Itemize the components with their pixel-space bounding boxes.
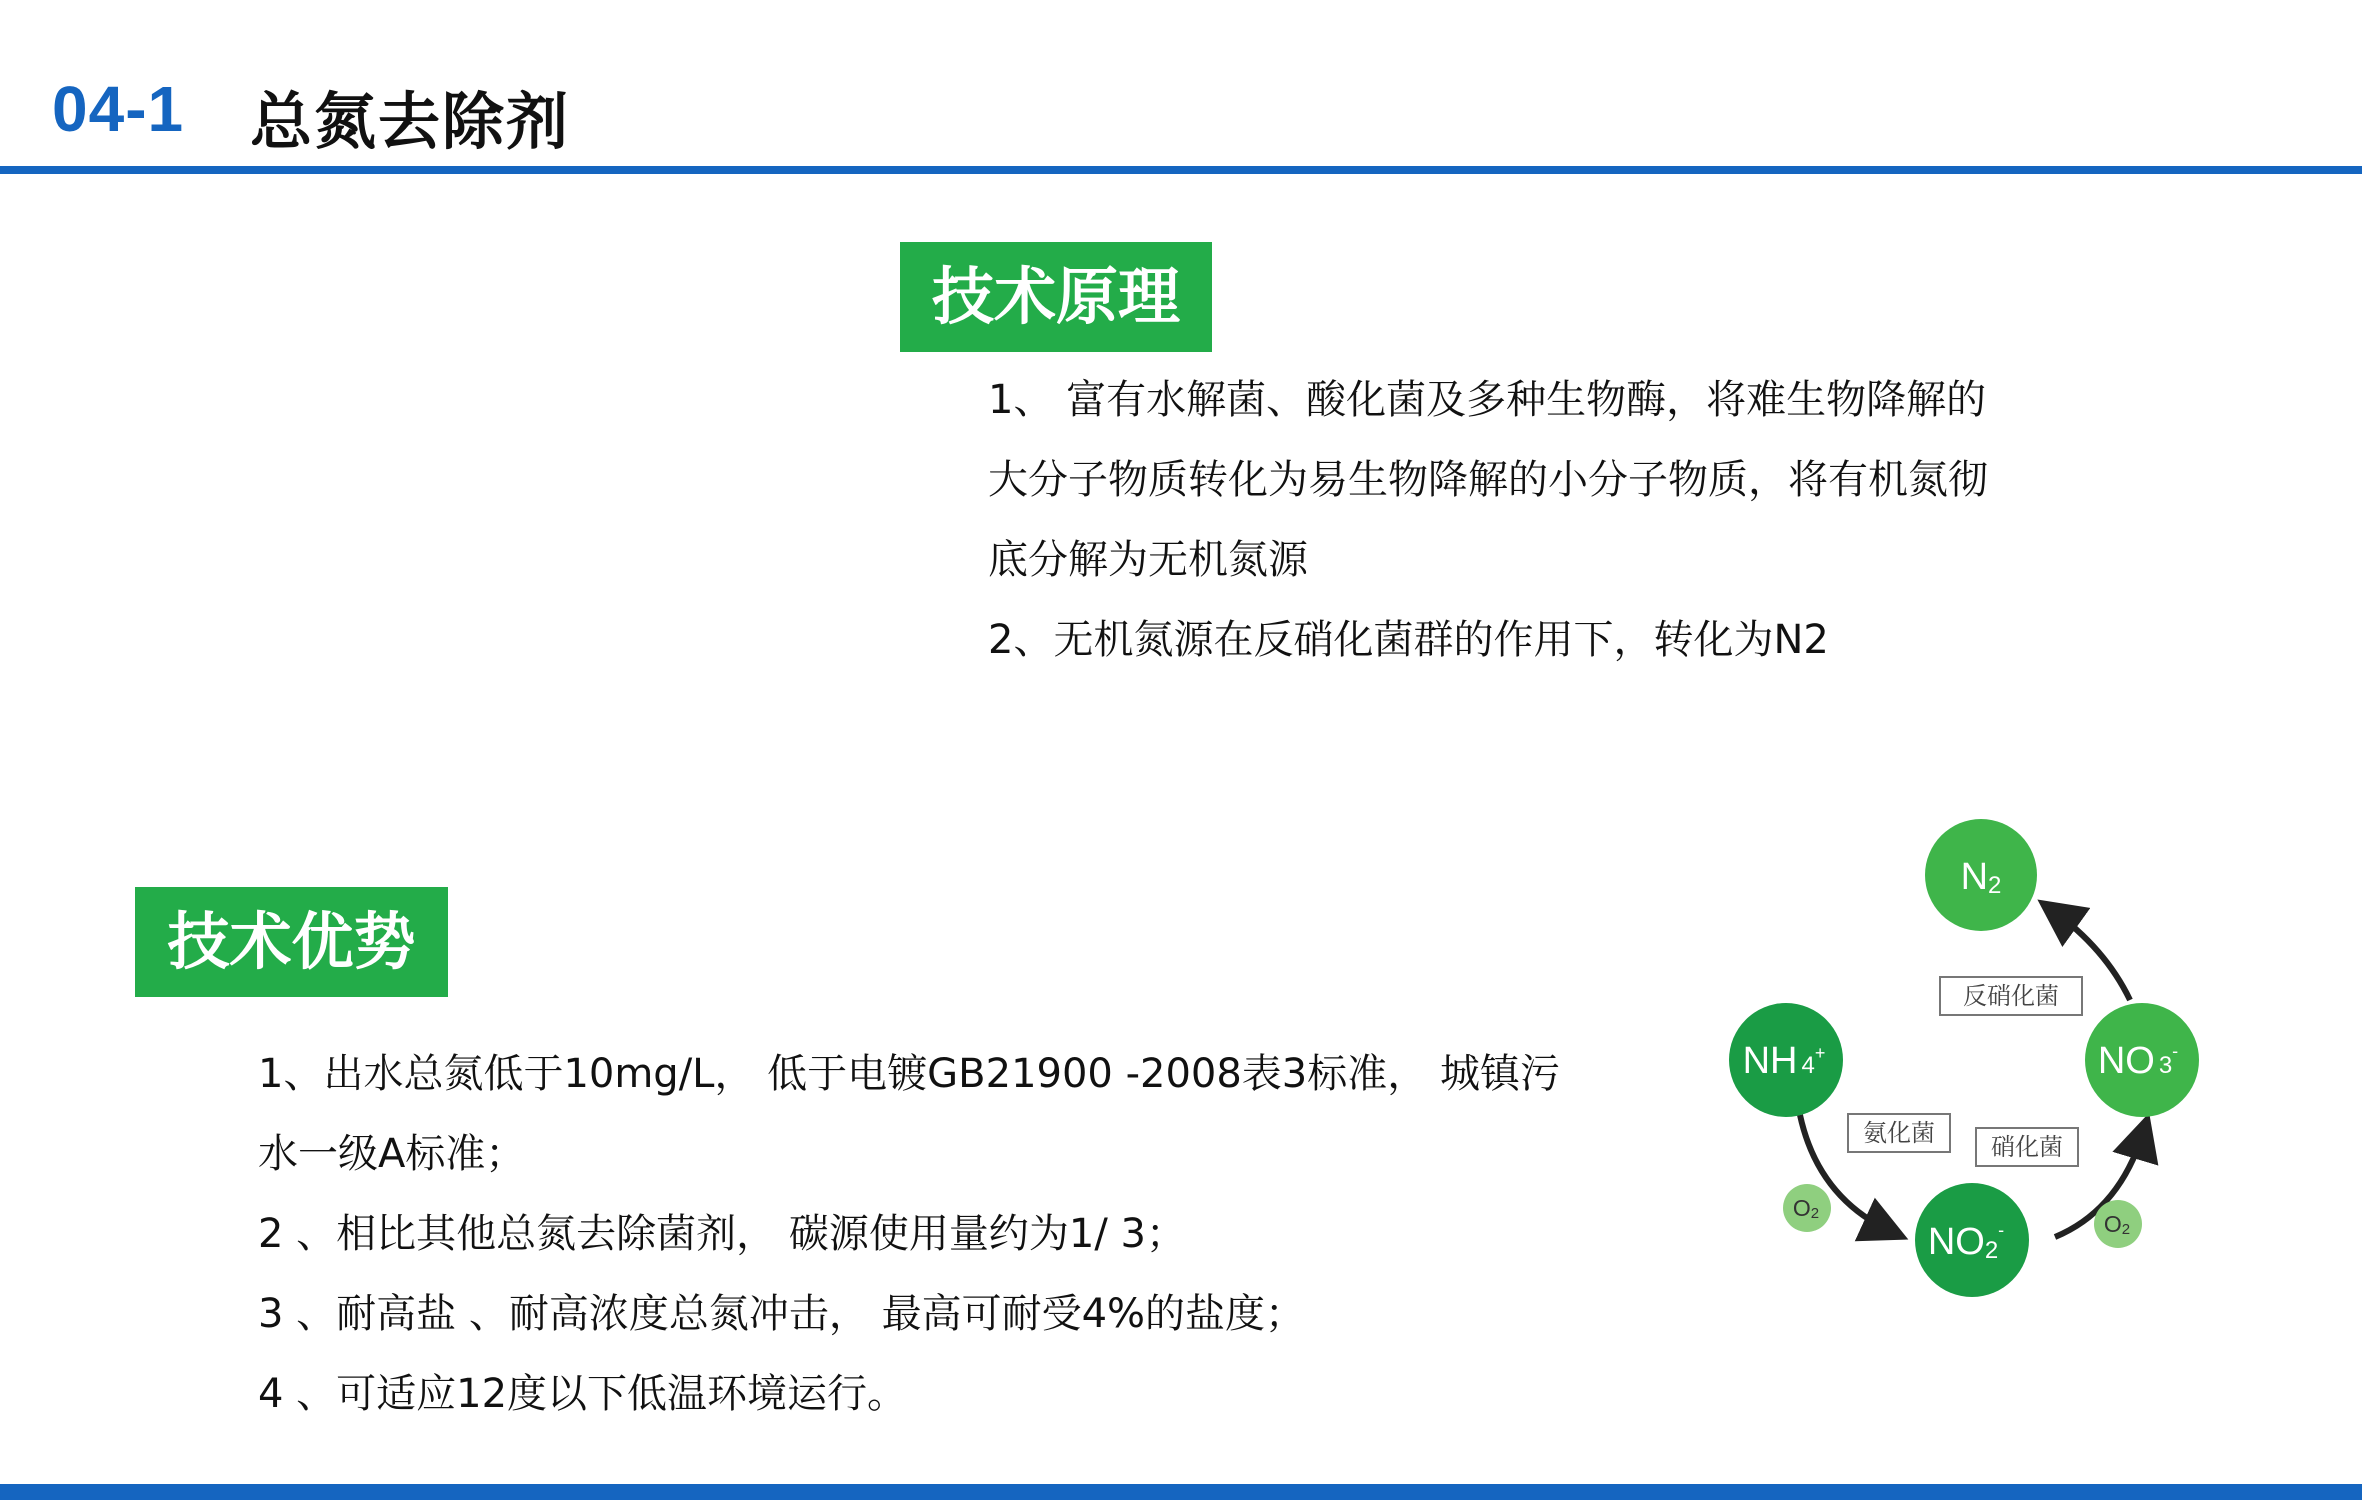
o2-subscript: 2 — [1810, 1205, 1820, 1222]
no3-node — [2085, 1003, 2199, 1117]
o2-right — [2094, 1200, 2142, 1248]
page-title: 总氮去除剂 — [250, 85, 571, 158]
svg-text:反硝化菌: 反硝化菌 — [1963, 982, 2059, 1010]
denitrifying-bacteria-label — [1940, 977, 2082, 1015]
o2-left — [1783, 1184, 1831, 1232]
no3-label: NO — [2097, 1040, 2155, 1082]
o2-label: O — [1792, 1195, 1811, 1221]
advantage-heading: 技术优势 — [135, 887, 448, 997]
nh4-charge: + — [1814, 1043, 1826, 1063]
o2-subscript: 2 — [2121, 1221, 2131, 1238]
nitrogen-cycle-diagram — [1700, 800, 2240, 1320]
n2-label: N — [1960, 856, 1989, 898]
n2-node — [1925, 819, 2037, 931]
header — [0, 0, 2362, 175]
principle-line: 底分解为无机氮源 — [988, 537, 1308, 583]
svg-text:氨化菌: 氨化菌 — [1863, 1119, 1935, 1147]
principle-line: 1、 富有水解菌、酸化菌及多种生物酶，将难生物降解的 — [988, 377, 1987, 423]
nh4-number: 4 — [1801, 1052, 1815, 1079]
no2-subscript: 2 — [1984, 1237, 1999, 1264]
no3-charge: - — [2172, 1041, 2179, 1061]
advantage-line: 水一级A标准； — [258, 1131, 526, 1177]
nh4-label: NH — [1742, 1040, 1798, 1082]
advantage-line: 1、出水总氮低于10mg/L， 低于电镀GB21900 -2008表3标准， 城镇污 — [258, 1051, 1560, 1097]
principle-heading: 技术原理 — [900, 242, 1212, 352]
principle-text — [988, 360, 2128, 680]
principle-line: 2、无机氮源在反硝化菌群的作用下，转化为N2 — [988, 617, 1829, 663]
no2-label: NO — [1927, 1221, 1985, 1263]
advantage-text — [258, 1034, 1638, 1434]
header-divider — [0, 166, 2362, 174]
advantage-line: 2 、相比其他总氮去除菌剂， 碳源使用量约为1/ 3； — [258, 1211, 1186, 1257]
footer-divider — [0, 1484, 2362, 1500]
advantage-line: 3 、耐高盐 、耐高浓度总氮冲击， 最高可耐受4%的盐度； — [258, 1291, 1306, 1337]
principle-line: 大分子物质转化为易生物降解的小分子物质，将有机氮彻 — [988, 457, 1988, 503]
n2-subscript: 2 — [1988, 872, 2002, 899]
no2-node — [1915, 1183, 2029, 1297]
o2-label: O — [2103, 1211, 2122, 1237]
svg-text:硝化菌: 硝化菌 — [1991, 1133, 2063, 1161]
nh4-node — [1729, 1003, 1843, 1117]
advantage-line: 4 、可适应12度以下低温环境运行。 — [258, 1371, 908, 1417]
ammonifying-bacteria-label — [1848, 1114, 1950, 1152]
nitrifying-bacteria-label — [1976, 1128, 2078, 1166]
no3-subscript: 3 — [2158, 1052, 2173, 1079]
section-number: 04-1 — [52, 73, 185, 145]
no2-charge: - — [1998, 1220, 2005, 1240]
